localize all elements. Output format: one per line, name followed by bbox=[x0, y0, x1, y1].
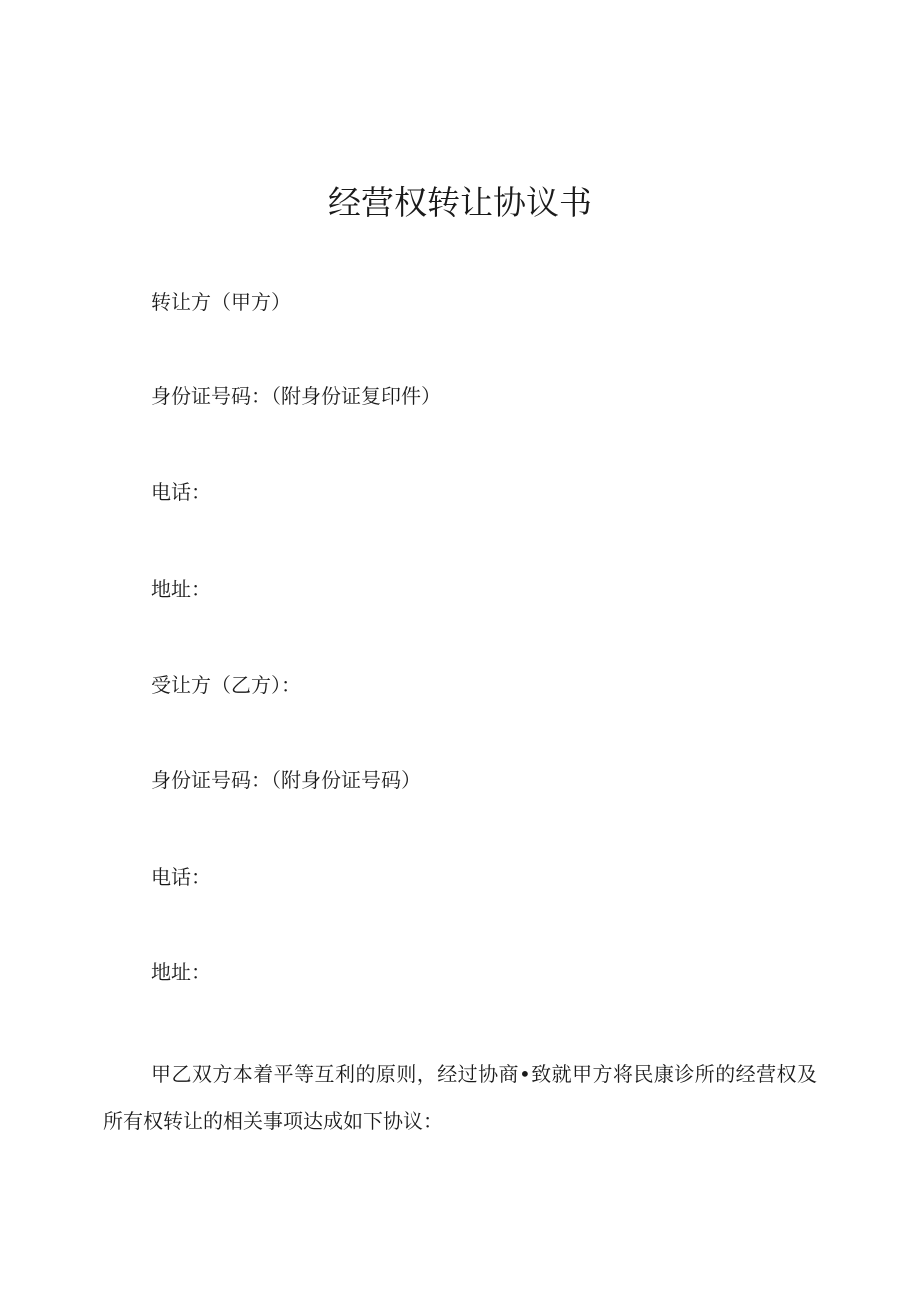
transferee-label: 受让方（乙方）： bbox=[151, 673, 301, 697]
transferee-phone-label: 电话： bbox=[151, 865, 211, 889]
transferor-label: 转让方（甲方） bbox=[151, 290, 291, 314]
transferor-id-label: 身份证号码：（附身份证复印件） bbox=[151, 384, 441, 408]
transferee-address-label: 地址： bbox=[151, 960, 211, 984]
document-title: 经营权转让协议书 bbox=[328, 183, 592, 222]
transferee-id-label: 身份证号码：（附身份证号码） bbox=[151, 768, 421, 792]
agreement-intro-paragraph: 甲乙双方本着平等互利的原则，经过协商•致就甲方将民康诊所的经营权及所有权转让的相关事项达成如下协议： bbox=[103, 1062, 817, 1133]
transferor-phone-label: 电话： bbox=[151, 480, 211, 504]
transferor-address-label: 地址： bbox=[151, 577, 211, 601]
